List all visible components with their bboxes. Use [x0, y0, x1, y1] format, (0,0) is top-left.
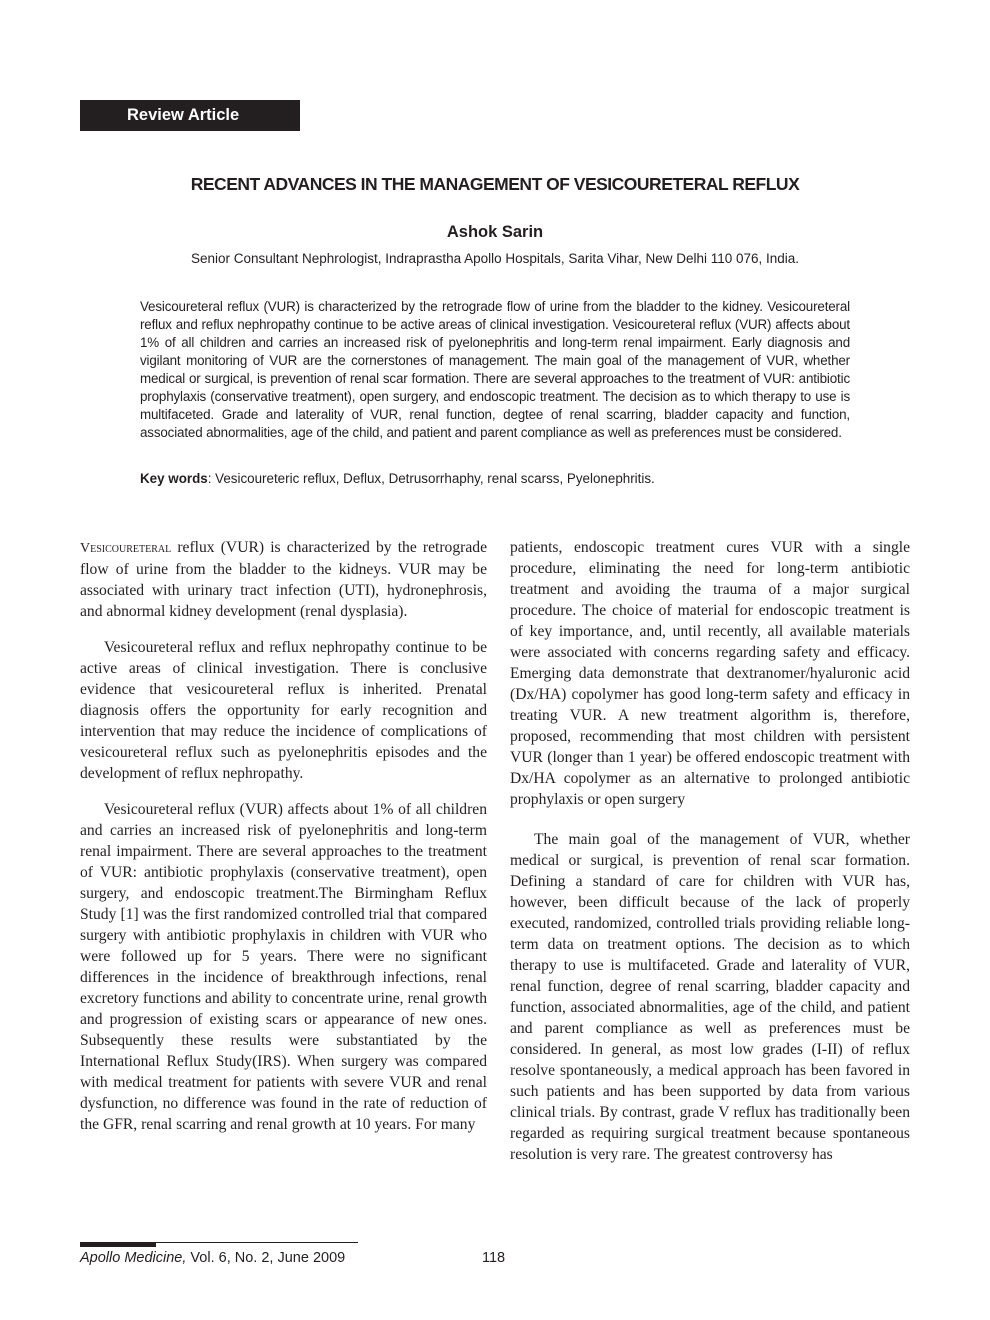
- body-paragraph-1-text: reflux (VUR) is characterized by the retrograde flow of urine from the bladder to the kidneys. VUR may be associated with urinary tract infection (UTI), hydronephrosis, and abnormal kidney development (renal dysplasia).: [80, 539, 487, 620]
- journal-citation: [80, 1250, 345, 1266]
- body-paragraph-3: Vesicoureteral reflux (VUR) affects about 1% of all children and carries an increased risk of pyelonephritis and long-term renal impairment. There are several approaches to the treatment of VUR: antibiotic prophylaxis (conservative treatment), open surgery, and endoscopic treatment.The Birmingham Reflux Study [1] was the first randomized controlled trial that compared surgery with antibiotic prophylaxis in children with VUR who were followed up for 5 years. There were no significant differences in the incidence of breakthrough infections, renal excretory functions and ability to concentrate urine, renal growth and progression of existing scars or appearance of new ones. Subsequently these results were substantiated by the International Reflux Study(IRS). When surgery was compared with medical treatment for patients with severe VUR and renal dysfunction, no difference was found in the rate of reduction of the GFR, renal scarring and renal growth at 10 years. For many: [80, 801, 487, 1133]
- body-paragraph-4: patients, endoscopic treatment cures VUR with a single procedure, eliminating the need for long-term antibiotic treatment and avoiding the trauma of a major surgical procedure. The choice of material for endoscopic treatment is of key importance, and, until recently, all available materials were associated with concerns regarding safety and efficacy. Emerging data demonstrate that dextranomer/hyaluronic acid (Dx/HA) copolymer has good long-term safety and efficacy in treating VUR. A new treatment algorithm is, therefore, proposed, recommending that most children with persistent VUR (longer than 1 year) be offered endoscopic treatment with Dx/HA copolymer as an alternative to prolonged antibiotic prophylaxis or open surgery: [510, 539, 910, 808]
- abstract: [140, 298, 850, 442]
- article-type-badge: Review Article: [80, 100, 300, 131]
- keywords: [140, 470, 850, 488]
- footer-rule-accent: [80, 1242, 156, 1247]
- abstract-text: Vesicoureteral reflux (VUR) is characterized by the retrograde flow of urine from the bladder to the kidney. Vesicoureteral reflux and reflux nephropathy continue to be active areas of clinical investigation. Vesicoureteral reflux (VUR) affects about 1% of all children and carries an increased risk of pyelonephritis and long-term renal impairment. Early diagnosis and vigilant monitoring of VUR are the cornerstones of management. The main goal of the management of VUR, whether medical or surgical, is prevention of renal scar formation. There are several approaches to the treatment of VUR: antibiotic prophylaxis (conservative treatment), open surgery, and endoscopic treatment. The decision as to which therapy to use is multifaceted. Grade and laterality of VUR, renal function, degtee of renal scarring, bladder capacity and function, associated abnormalities, age of the child, and patient and parent compliance as well as preferences must be considered.: [140, 299, 850, 440]
- keywords-label: Key words: [140, 471, 208, 486]
- article-title: RECENT ADVANCES IN THE MANAGEMENT OF VESICOURETERAL REFLUX: [190, 174, 800, 194]
- page-number: 118: [482, 1250, 506, 1266]
- journal-name: Apollo Medicine,: [80, 1250, 187, 1266]
- body-column-right: [510, 537, 910, 1165]
- keywords-text: : Vesicoureteric reflux, Deflux, Detrusorrhaphy, renal scarss, Pyelonephritis.: [207, 471, 655, 486]
- author-affiliation: Senior Consultant Nephrologist, Indraprastha Apollo Hospitals, Sarita Vihar, New Delhi 110 076, India.: [190, 251, 800, 266]
- body-paragraph-2: Vesicoureteral reflux and reflux nephropathy continue to be active areas of clinical investigation. There is conclusive evidence that vesicoureteral reflux is inherited. Prenatal diagnosis offers the opportunity for early recognition and intervention that may reduce the incidence of complications of vesicoureteral reflux such as pyelonephritis episodes and the development of reflux nephropathy.: [80, 639, 487, 782]
- body-column-left: [80, 537, 487, 1135]
- author-name: Ashok Sarin: [446, 223, 544, 241]
- lead-word: Vesicoureteral: [80, 541, 172, 556]
- body-paragraph-5: The main goal of the management of VUR, whether medical or surgical, is prevention of renal scar formation. Defining a standard of care for children with VUR has, however, been difficult because of the lack of properly executed, randomized, controlled trials providing reliable long-term data on treatment options. The decision as to which therapy to use is multifaceted. Grade and laterality of VUR, renal function, degree of renal scarring, bladder capacity and function, associated abnormalities, age of the child, and patient and parent compliance as well as preferences must be considered. In general, as most low grades (I-II) of reflux resolve spontaneously, a medical approach has been favored in such patients and has been supported by data from various clinical trials. By contrast, grade V reflux has traditionally been regarded as requiring surgical treatment because spontaneous resolution is very rare. The greatest controversy has: [510, 831, 910, 1163]
- body-paragraph-1: [80, 537, 487, 622]
- journal-issue: Vol. 6, No. 2, June 2009: [186, 1250, 346, 1266]
